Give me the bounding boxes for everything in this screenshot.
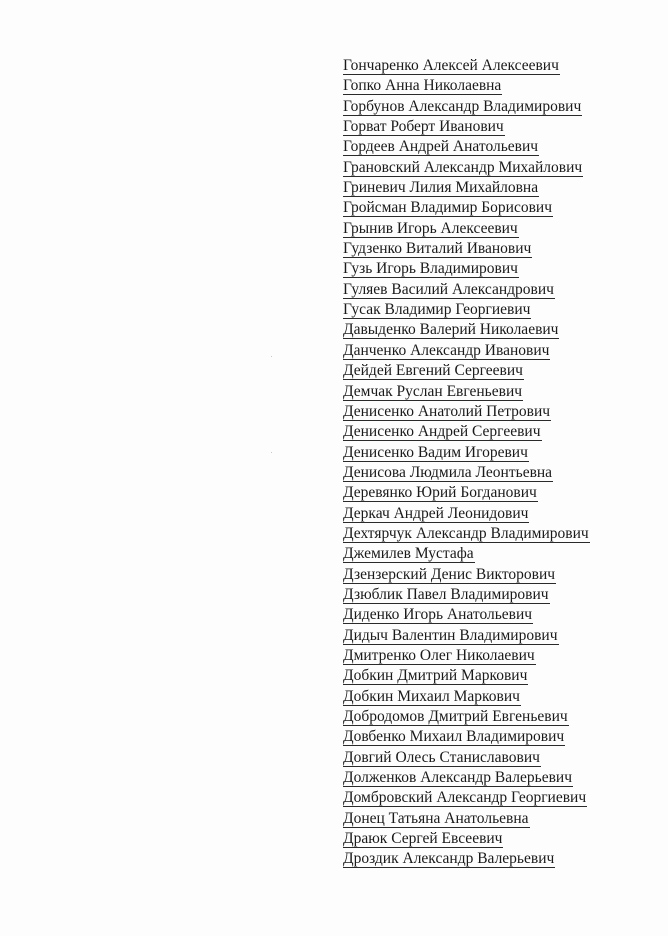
list-item xyxy=(343,565,590,585)
name-text: Денисова Людмила Леонтьевна xyxy=(343,463,553,481)
list-item xyxy=(343,748,590,768)
name-text: Дехтярчук Александр Владимирович xyxy=(343,524,589,542)
name-text: Гудзенко Виталий Иванович xyxy=(343,240,532,258)
list-item xyxy=(343,504,590,524)
list-item xyxy=(343,768,590,788)
name-text: Добкин Михаил Маркович xyxy=(343,687,520,705)
name-text: Дроздик Александр Валерьевич xyxy=(343,850,555,868)
list-item xyxy=(343,198,590,218)
name-text: Донец Татьяна Анатольевна xyxy=(343,809,529,827)
name-text: Гордеев Андрей Анатольевич xyxy=(343,138,539,156)
name-text: Гопко Анна Николаевна xyxy=(343,77,502,95)
name-text: Денисенко Андрей Сергеевич xyxy=(343,423,541,441)
name-text: Денисенко Анатолий Петрович xyxy=(343,402,551,420)
list-item xyxy=(343,524,590,544)
list-item xyxy=(343,707,590,727)
name-text: Гусак Владимир Георгиевич xyxy=(343,301,531,319)
name-text: Добродомов Дмитрий Евгеньевич xyxy=(343,708,568,725)
name-text: Домбровский Александр Георгиевич xyxy=(343,789,587,807)
name-text: Диденко Игорь Анатольевич xyxy=(343,606,533,624)
name-text: Грынив Игорь Алексеевич xyxy=(343,219,518,237)
name-text: Давыденко Валерий Николаевич xyxy=(343,321,559,339)
name-text: Гриневич Лилия Михайловна xyxy=(343,179,539,197)
list-item xyxy=(343,463,590,483)
list-item xyxy=(343,56,590,76)
name-text: Данченко Александр Иванович xyxy=(343,341,550,359)
name-text: Гройсман Владимир Борисович xyxy=(343,199,553,217)
name-text: Гузь Игорь Владимирович xyxy=(343,260,518,278)
list-item xyxy=(343,687,590,707)
list-item xyxy=(343,646,590,666)
list-item xyxy=(343,849,590,869)
list-item xyxy=(343,382,590,402)
list-item xyxy=(343,361,590,381)
list-item xyxy=(343,97,590,117)
name-text: Довгий Олесь Станиславович xyxy=(343,748,540,766)
name-text: Джемилев Мустафа xyxy=(343,545,474,563)
name-text: Дзензерский Денис Викторович xyxy=(343,565,556,583)
list-item xyxy=(343,788,590,808)
list-item xyxy=(343,829,590,849)
list-item xyxy=(343,605,590,625)
name-text: Драюк Сергей Евсеевич xyxy=(343,830,503,848)
name-text: Деркач Андрей Леонидович xyxy=(343,504,529,522)
scan-speck xyxy=(271,452,272,453)
name-text: Дидыч Валентин Владимирович xyxy=(343,626,558,644)
list-item xyxy=(343,320,590,340)
list-item xyxy=(343,585,590,605)
name-text: Демчак Руслан Евгеньевич xyxy=(343,382,523,400)
list-item xyxy=(343,727,590,747)
name-list xyxy=(343,56,590,870)
list-item xyxy=(343,626,590,646)
name-text: Долженков Александр Валерьевич xyxy=(343,769,573,787)
name-text: Горбунов Александр Владимирович xyxy=(343,97,582,115)
name-text: Денисенко Вадим Игоревич xyxy=(343,443,528,461)
list-item xyxy=(343,402,590,422)
list-item xyxy=(343,137,590,157)
name-text: Горват Роберт Иванович xyxy=(343,118,504,136)
list-item xyxy=(343,443,590,463)
list-item xyxy=(343,300,590,320)
list-item xyxy=(343,219,590,239)
list-item xyxy=(343,178,590,198)
name-text: Добкин Дмитрий Маркович xyxy=(343,667,528,685)
name-text: Деревянко Юрий Богданович xyxy=(343,484,537,502)
name-text: Грановский Александр Михайлович xyxy=(343,158,583,176)
list-item xyxy=(343,158,590,178)
name-text: Дмитренко Олег Николаевич xyxy=(343,646,535,664)
list-item xyxy=(343,76,590,96)
list-item xyxy=(343,544,590,564)
name-text: Дейдей Евгений Сергеевич xyxy=(343,362,523,380)
name-text: Дзюблик Павел Владимирович xyxy=(343,585,549,603)
list-item xyxy=(343,280,590,300)
list-item xyxy=(343,483,590,503)
list-item xyxy=(343,422,590,442)
scan-speck xyxy=(271,356,272,357)
list-item xyxy=(343,117,590,137)
list-item xyxy=(343,239,590,259)
list-item xyxy=(343,809,590,829)
list-item xyxy=(343,666,590,686)
list-item xyxy=(343,259,590,279)
name-text: Довбенко Михаил Владимирович xyxy=(343,728,565,746)
list-item xyxy=(343,341,590,361)
name-text: Гончаренко Алексей Алексеевич xyxy=(343,57,559,74)
name-text: Гуляев Василий Александрович xyxy=(343,280,554,298)
